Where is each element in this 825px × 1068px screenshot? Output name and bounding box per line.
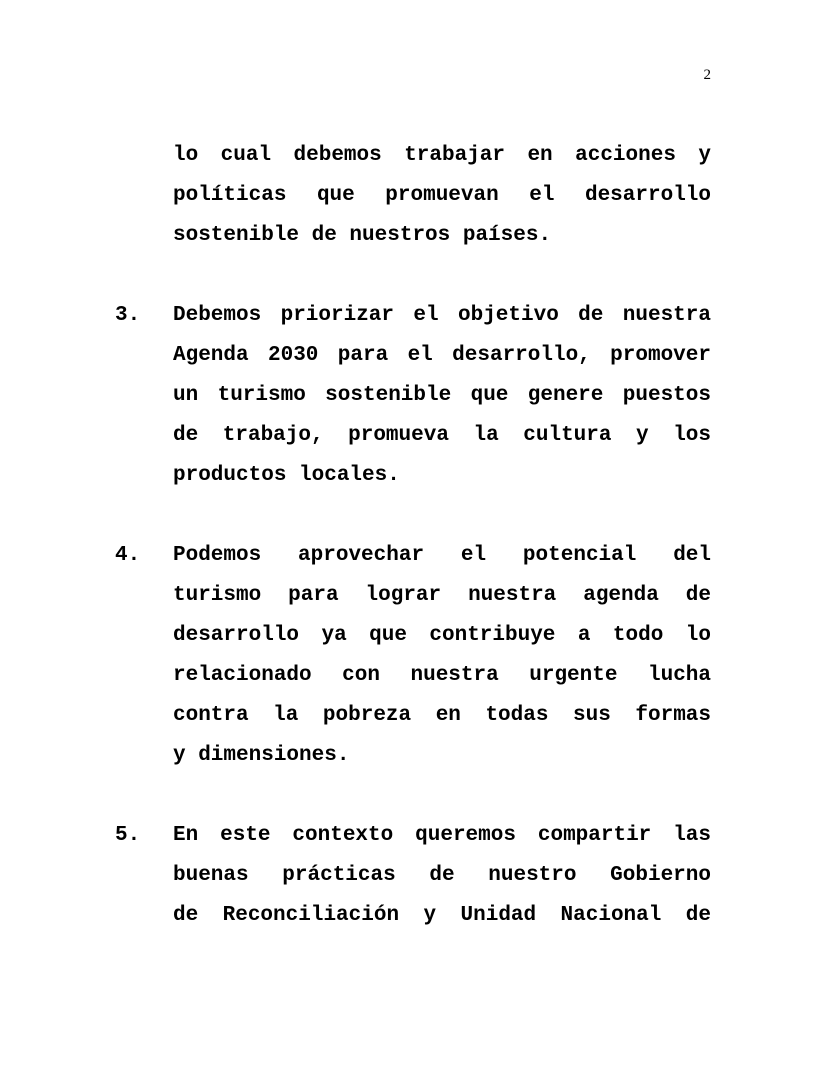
text-line: contra la pobreza en todas sus formas (173, 704, 711, 727)
item-number: 3. (115, 304, 141, 327)
text-line: un turismo sostenible que genere puestos (173, 384, 711, 407)
page-number: 2 (703, 67, 711, 83)
item-number: 5. (115, 824, 141, 847)
text-line: En este contexto queremos compartir las (173, 824, 711, 847)
text-line: lo cual debemos trabajar en acciones y (173, 144, 711, 167)
list-item-4 (115, 536, 711, 776)
text-line: desarrollo ya que contribuye a todo lo (173, 624, 711, 647)
text-line: Debemos priorizar el objetivo de nuestra (173, 304, 711, 327)
text-line: de trabajo, promueva la cultura y los (173, 424, 711, 447)
text-line: turismo para lograr nuestra agenda de (173, 584, 711, 607)
text-line: de Reconciliación y Unidad Nacional de (173, 904, 711, 927)
text-line: Agenda 2030 para el desarrollo, promover (173, 344, 711, 367)
continuation-paragraph (173, 136, 711, 256)
text-line: productos locales. (173, 464, 400, 487)
list-item-3 (115, 296, 711, 496)
item-number: 4. (115, 544, 141, 567)
document-body (0, 136, 825, 976)
text-line: políticas que promuevan el desarrollo (173, 184, 711, 207)
text-line: y dimensiones. (173, 744, 350, 767)
text-line: buenas prácticas de nuestro Gobierno (173, 864, 711, 887)
list-item-5 (115, 816, 711, 936)
text-line: relacionado con nuestra urgente lucha (173, 664, 711, 687)
text-line: sostenible de nuestros países. (173, 224, 552, 247)
text-line: Podemos aprovechar el potencial del (173, 544, 711, 567)
